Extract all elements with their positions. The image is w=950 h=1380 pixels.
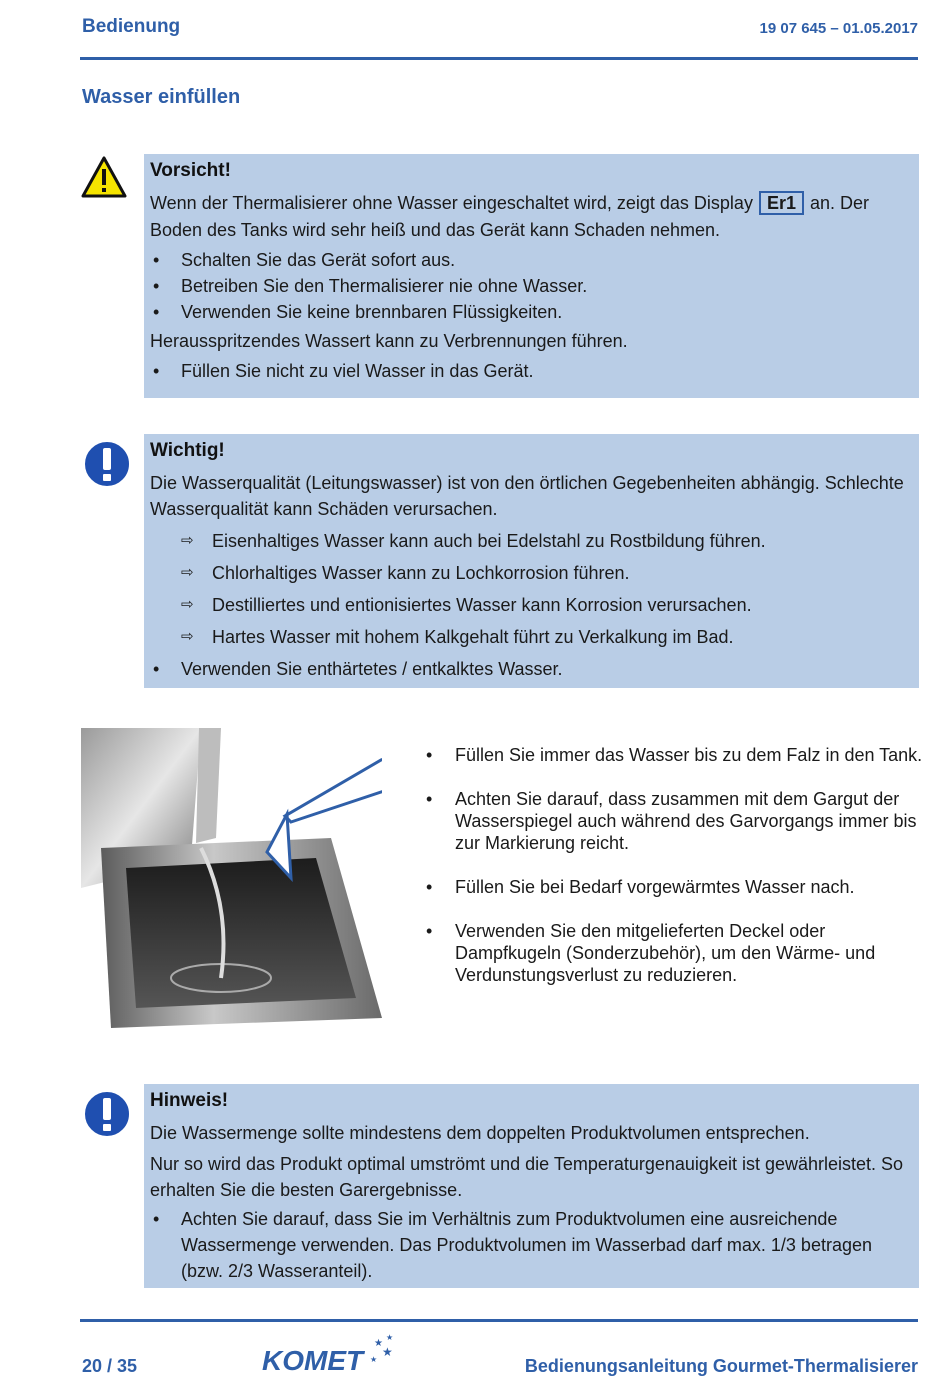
list-item: • Betreiben Sie den Thermalisierer nie ohne Wasser. — [150, 273, 911, 299]
caution-intro-text-2: an. Der Boden des Tanks wird sehr heiß und das Gerät kann Schaden nehmen. — [150, 193, 870, 240]
list-item — [181, 557, 911, 589]
list-item — [181, 525, 911, 557]
caution-title: Vorsicht! — [150, 160, 231, 181]
hint-list — [150, 1206, 911, 1284]
footer-divider — [80, 1319, 918, 1322]
svg-text:★: ★ — [382, 1345, 393, 1359]
page-number: 20 / 35 — [82, 1356, 138, 1376]
important-text: Die Wasserqualität (Leitungswasser) ist von den örtlichen Gegebenheiten abhängig. Schlechte Wasserqualität kann Schäden verursachen. — [150, 473, 904, 519]
list-item — [181, 621, 911, 653]
caution-box — [144, 154, 919, 398]
water-filling-photo — [81, 728, 382, 1028]
list-item: • Achten Sie darauf, dass zusammen mit dem Gargut der Wasserspiegel auch während des Garvorgangs immer bis zur Markierung reicht. — [424, 788, 924, 854]
important-arrow-list — [181, 525, 911, 653]
important-title: Wichtig! — [150, 440, 225, 461]
exclamation-circle-icon — [82, 439, 132, 489]
list-item: • Achten Sie darauf, dass Sie im Verhältnis zum Produktvolumen eine ausreichende Wassermenge verwenden. Das Produktvolumen im Wasserbad darf max. 1/3 betragen (bzw. 2/3 Wasseranteil). — [150, 1206, 911, 1284]
header-section: Bedienung — [82, 16, 181, 37]
arrow-right-icon: ⇨ — [181, 628, 194, 645]
hint-p1: Die Wassermenge sollte mindestens dem doppelten Produktvolumen entsprechen. — [150, 1123, 810, 1143]
warning-triangle-icon — [81, 156, 127, 198]
arrow-item-text: Destilliertes und entionisiertes Wasser kann Korrosion verursachen. — [212, 595, 752, 615]
fill-instructions-list — [424, 744, 924, 1008]
list-item: • Verwenden Sie enthärtetes / entkalktes Wasser. — [150, 656, 911, 682]
list-item: • Füllen Sie immer das Wasser bis zu dem Falz in den Tank. — [424, 744, 924, 766]
list-item — [181, 589, 911, 621]
caution-intro-text: Wenn der Thermalisierer ohne Wasser eingeschaltet wird, zeigt das Display — [150, 193, 753, 213]
caution-list-2 — [150, 358, 911, 384]
display-code-badge: Er1 — [759, 191, 804, 215]
footer-doc-title: Bedienungsanleitung Gourmet-Thermalisierer — [524, 1356, 918, 1376]
arrow-right-icon: ⇨ — [181, 532, 194, 549]
arrow-item-text: Chlorhaltiges Wasser kann zu Lochkorrosion führen. — [212, 563, 630, 583]
arrow-item-text: Eisenhaltiges Wasser kann auch bei Edelstahl zu Rostbildung führen. — [212, 531, 766, 551]
arrow-right-icon: ⇨ — [181, 564, 194, 581]
caution-list — [150, 247, 911, 325]
hint-title: Hinweis! — [150, 1090, 229, 1111]
komet-logo — [262, 1330, 402, 1380]
list-item: • Verwenden Sie keine brennbaren Flüssigkeiten. — [150, 299, 911, 325]
important-box — [144, 434, 919, 688]
list-item: • Füllen Sie bei Bedarf vorgewärmtes Wasser nach. — [424, 876, 924, 898]
hint-box — [144, 1084, 919, 1288]
list-item: • Füllen Sie nicht zu viel Wasser in das Gerät. — [150, 358, 911, 384]
exclamation-circle-icon — [82, 1089, 132, 1139]
important-list — [150, 656, 911, 682]
caution-intro — [150, 190, 911, 244]
svg-text:★: ★ — [374, 1338, 383, 1349]
header-doc-ref: 19 07 645 – 01.05.2017 — [759, 20, 918, 37]
arrow-right-icon: ⇨ — [181, 596, 194, 613]
svg-text:★: ★ — [386, 1333, 394, 1342]
hint-p2: Nur so wird das Produkt optimal umströmt und die Temperaturgenauigkeit ist gewährleistet. So erhalten Sie die besten Garergebnisse. — [150, 1154, 904, 1200]
svg-text:★: ★ — [370, 1355, 378, 1364]
header-divider — [80, 57, 918, 60]
list-item: • Schalten Sie das Gerät sofort aus. — [150, 247, 911, 273]
arrow-item-text: Hartes Wasser mit hohem Kalkgehalt führt zu Verkalkung im Bad. — [212, 627, 734, 647]
list-item: • Verwenden Sie den mitgelieferten Deckel oder Dampfkugeln (Sonderzubehör), um den Wärme- und Verdunstungsverlust zu reduzieren. — [424, 920, 924, 986]
logo-text: KOMET — [262, 1345, 364, 1376]
caution-note: Herausspritzendes Wassert kann zu Verbrennungen führen. — [150, 331, 628, 351]
page-title: Wasser einfüllen — [82, 86, 241, 108]
